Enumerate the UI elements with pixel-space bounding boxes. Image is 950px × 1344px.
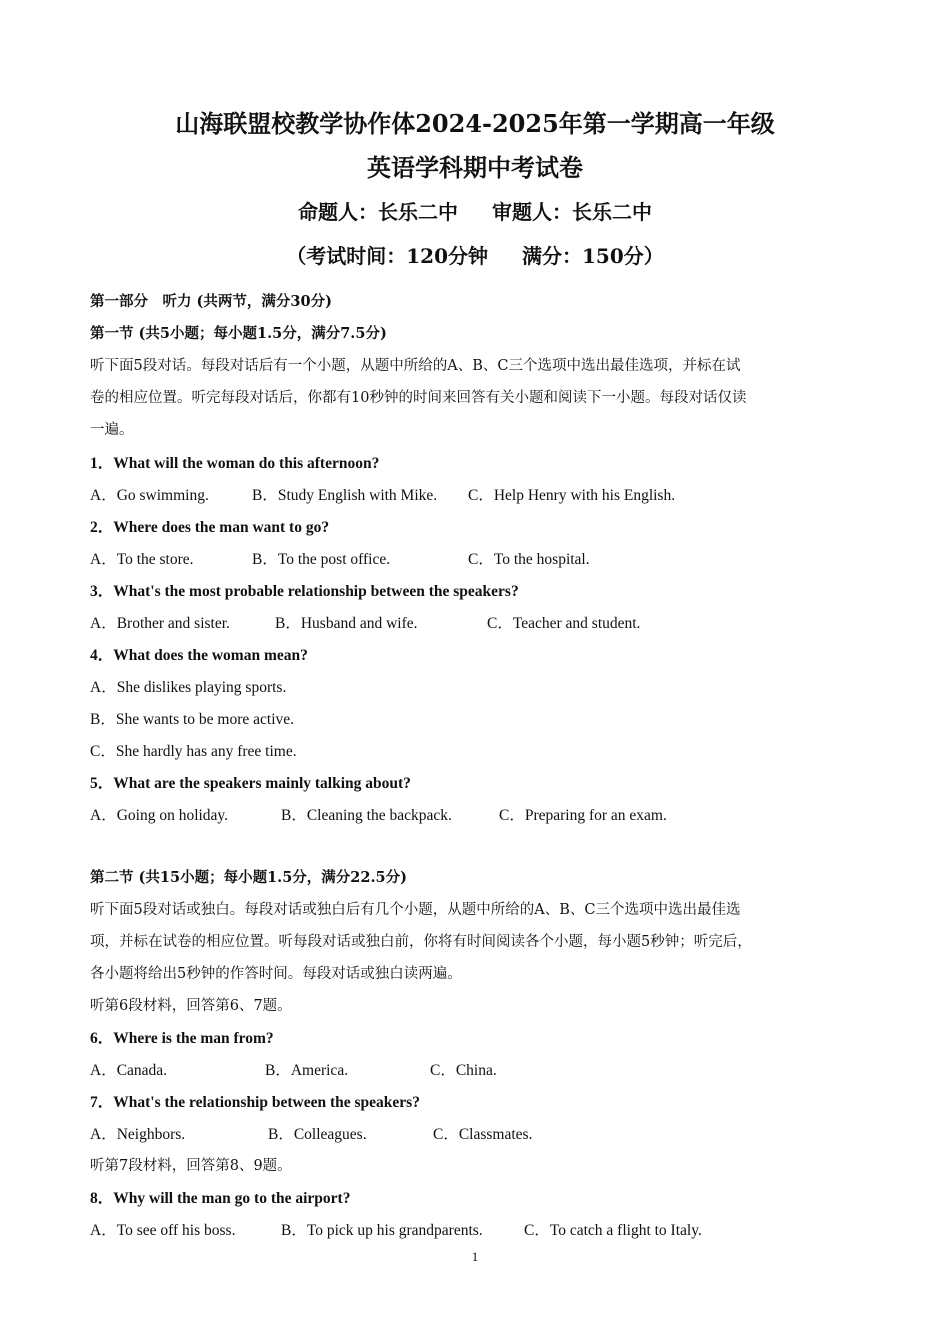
question-7-option-c: C．Classmates. bbox=[433, 1126, 533, 1143]
section1-instruction-line: 听下面5段对话。每段对话后有一个小题，从题中所给的A、B、C三个选项中选出最佳选项，并标在试 bbox=[90, 358, 741, 374]
section1-heading: 第一节 (共5小题；每小题1.5分，满分7.5分) bbox=[90, 325, 387, 342]
question-4: 4．What does the woman mean? bbox=[90, 647, 308, 664]
question-1-option-c: C．Help Henry with his English. bbox=[468, 487, 676, 504]
question-5-option-a: A．Going on holiday. bbox=[90, 807, 229, 824]
section1-instruction-line: 一遍。 bbox=[90, 422, 134, 438]
question-4-option-b: B．She wants to be more active. bbox=[90, 711, 295, 728]
question-6-option-c: C．China. bbox=[430, 1062, 497, 1079]
section2-instruction-line: 各小题将给出5秒钟的作答时间。每段对话或独白读两遍。 bbox=[90, 966, 462, 982]
question-6: 6．Where is the man from? bbox=[90, 1030, 274, 1047]
material-7-note: 听第7段材料，回答第8、9题。 bbox=[90, 1158, 292, 1174]
question-8-option-c: C．To catch a flight to Italy. bbox=[524, 1222, 702, 1239]
question-7: 7．What's the relationship between the speakers? bbox=[90, 1094, 420, 1111]
exam-time: （考试时间：120分钟 bbox=[286, 244, 488, 268]
question-6-option-a: A．Canada. bbox=[90, 1062, 168, 1079]
question-3: 3．What's the most probable relationship between the speakers? bbox=[90, 583, 519, 600]
question-5-option-b: B．Cleaning the backpack. bbox=[281, 807, 452, 824]
exam-authors bbox=[0, 196, 950, 225]
exam-title-line2: 英语学科期中考试卷 bbox=[367, 153, 583, 182]
question-8: 8．Why will the man go to the airport? bbox=[90, 1190, 351, 1207]
question-4-option-a: A．She dislikes playing sports. bbox=[90, 679, 287, 696]
question-3-option-b: B．Husband and wife. bbox=[275, 615, 418, 632]
question-5: 5．What are the speakers mainly talking about? bbox=[90, 775, 411, 792]
part1-heading: 第一部分 听力 (共两节，满分30分) bbox=[90, 293, 332, 310]
question-1-option-b: B．Study English with Mike. bbox=[252, 487, 438, 504]
question-3-option-c: C．Teacher and student. bbox=[487, 615, 641, 632]
section2-instruction-line: 听下面5段对话或独白。每段对话或独白后有几个小题，从题中所给的A、B、C三个选项中选出最佳选 bbox=[90, 902, 741, 918]
question-6-option-b: B．America. bbox=[265, 1062, 349, 1079]
question-5-option-c: C．Preparing for an exam. bbox=[499, 807, 667, 824]
question-7-option-a: A．Neighbors. bbox=[90, 1126, 186, 1143]
page-number: 1 bbox=[471, 1249, 479, 1264]
exam-title-line1: 山海联盟校教学协作体2024-2025年第一学期高一年级 bbox=[175, 109, 775, 138]
question-1-option-a: A．Go swimming. bbox=[90, 487, 209, 504]
section2-instruction-line: 项，并标在试卷的相应位置。听每段对话或独白前，你将有时间阅读各个小题，每小题5秒钟；听完后， bbox=[90, 934, 752, 950]
question-2-option-c: C．To the hospital. bbox=[468, 551, 590, 568]
question-8-option-a: A．To see off his boss. bbox=[90, 1222, 236, 1239]
question-4-option-c: C．She hardly has any free time. bbox=[90, 743, 297, 760]
question-1: 1．What will the woman do this afternoon? bbox=[90, 455, 380, 472]
question-7-option-b: B．Colleagues. bbox=[268, 1126, 367, 1143]
author-label: 命题人：长乐二中 bbox=[298, 200, 458, 224]
material-6-note: 听第6段材料，回答第6、7题。 bbox=[90, 998, 292, 1014]
question-2-option-a: A．To the store. bbox=[90, 551, 194, 568]
exam-score: 满分：150分） bbox=[522, 244, 664, 268]
section2-heading: 第二节 (共15小题；每小题1.5分，满分22.5分) bbox=[90, 869, 407, 886]
reviewer-label: 审题人：长乐二中 bbox=[492, 200, 652, 224]
exam-time-score bbox=[0, 240, 950, 269]
question-3-option-a: A．Brother and sister. bbox=[90, 615, 230, 632]
section1-instruction-line: 卷的相应位置。听完每段对话后，你都有10秒钟的时间来回答有关小题和阅读下一小题。每段对话仅读 bbox=[90, 390, 747, 406]
question-2-option-b: B．To the post office. bbox=[252, 551, 391, 568]
question-2: 2．Where does the man want to go? bbox=[90, 519, 330, 536]
question-8-option-b: B．To pick up his grandparents. bbox=[281, 1222, 483, 1239]
